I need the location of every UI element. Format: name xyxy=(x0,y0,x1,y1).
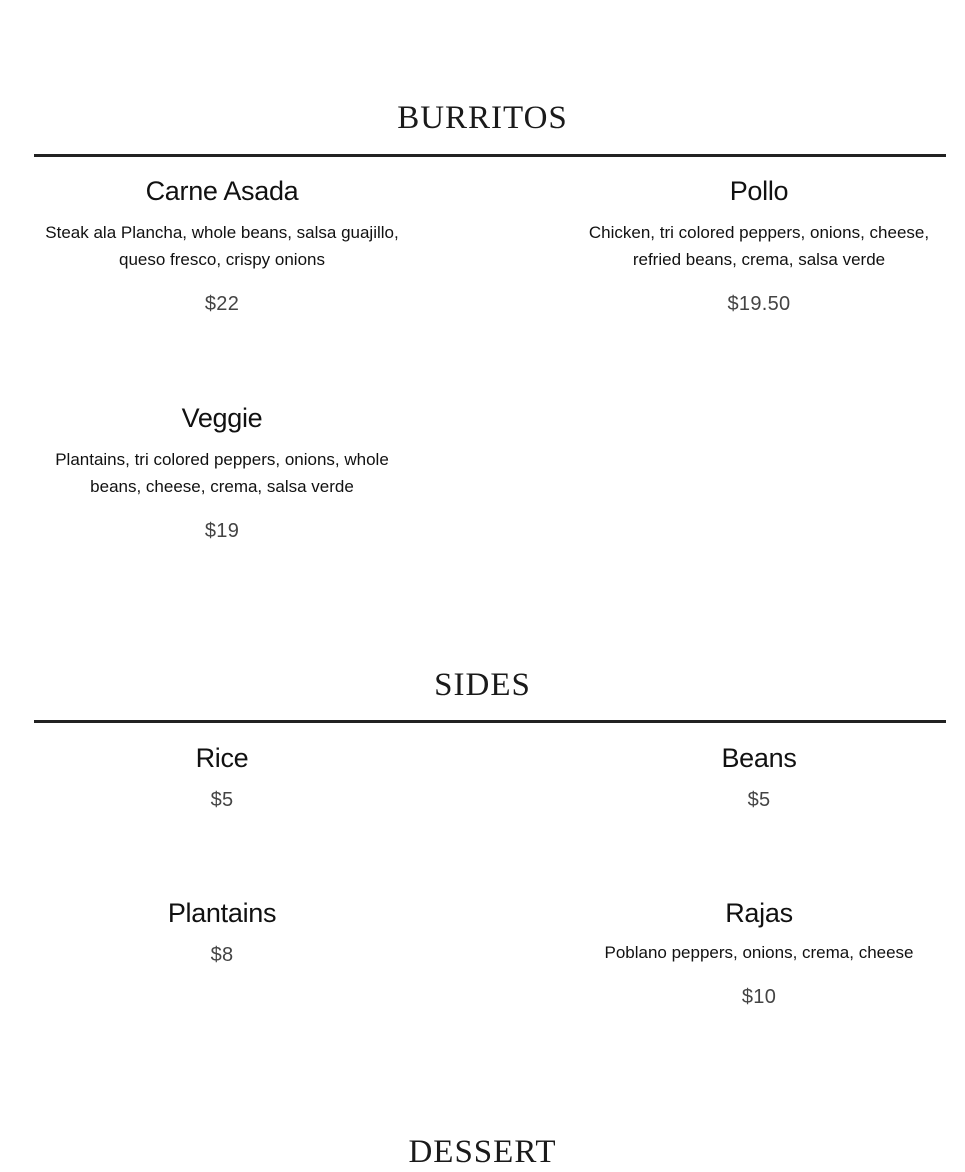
menu-item-price: $22 xyxy=(204,293,240,315)
menu-item-pollo xyxy=(571,174,947,317)
menu-item-description: Plantains, tri colored peppers, onions, whole beans, cheese, crema, salsa verde xyxy=(55,450,389,496)
menu-item-description: Poblano peppers, onions, crema, cheese xyxy=(604,943,914,962)
menu-item-veggie xyxy=(34,401,410,544)
section-title-sides: SIDES xyxy=(434,667,531,703)
menu-item-price: $19.50 xyxy=(727,293,791,315)
menu-item-description: Chicken, tri colored peppers, onions, cheese, refried beans, crema, salsa verde xyxy=(588,223,930,269)
menu-item-rice xyxy=(34,741,410,813)
section-divider xyxy=(34,720,946,723)
section-divider xyxy=(34,154,946,157)
section-title-dessert: DESSERT xyxy=(408,1134,557,1170)
menu-item-name: Beans xyxy=(721,743,797,773)
menu-item-name: Rice xyxy=(195,743,249,773)
menu-item-name: Plantains xyxy=(167,898,277,928)
menu-item-name: Rajas xyxy=(725,898,793,928)
menu-item-price: $10 xyxy=(741,986,777,1008)
menu-item-description: Steak ala Plancha, whole beans, salsa guajillo, queso fresco, crispy onions xyxy=(45,223,399,269)
menu-item-price: $5 xyxy=(210,789,234,811)
menu-item-carne-asada xyxy=(34,174,410,317)
section-title-burritos: BURRITOS xyxy=(397,100,568,136)
menu-item-name: Carne Asada xyxy=(145,176,299,206)
menu-item-price: $5 xyxy=(747,789,771,811)
menu-item-name: Veggie xyxy=(181,403,263,433)
menu-item-rajas xyxy=(571,896,947,1010)
menu-item-name: Pollo xyxy=(729,176,789,206)
menu-item-plantains xyxy=(34,896,410,968)
menu-item-beans xyxy=(571,741,947,813)
menu-item-price: $19 xyxy=(204,520,240,542)
menu-item-price: $8 xyxy=(210,944,234,966)
